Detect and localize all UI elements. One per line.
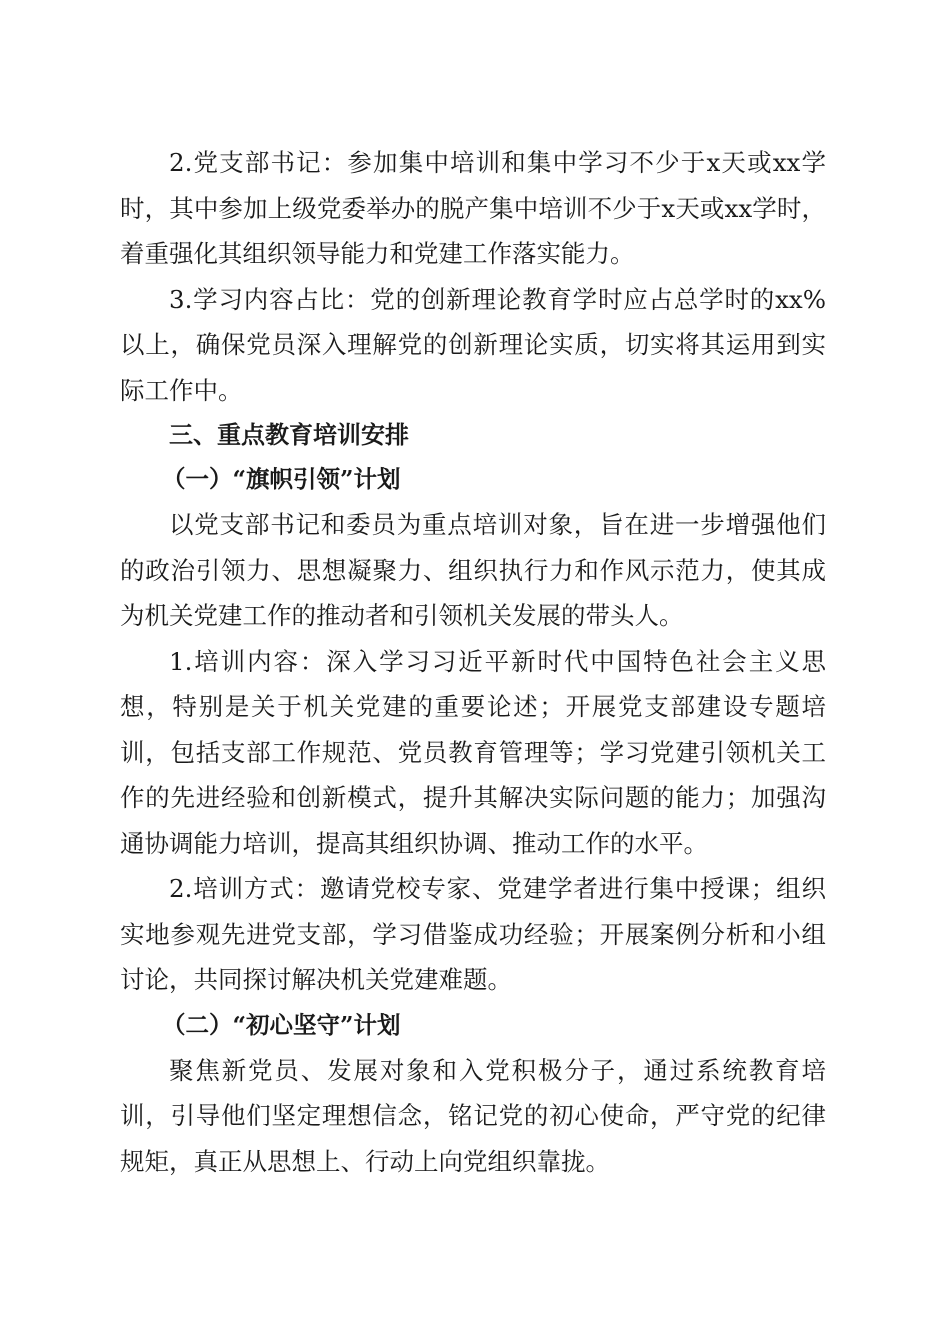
- document-body: [120, 140, 826, 1184]
- paragraph-flag-plan-intro: 以党支部书记和委员为重点培训对象，旨在进一步增强他们的政治引领力、思想凝聚力、组织执行力和作风示范力，使其成为机关党建工作的推动者和引领机关发展的带头人。: [120, 510, 826, 630]
- paragraph-training-method: 2.培训方式：邀请党校专家、党建学者进行集中授课；组织实地参观先进党支部，学习借鉴成功经验；开展案例分析和小组讨论，共同探讨解决机关党建难题。: [120, 874, 826, 994]
- subheading-flag-leading-plan: （一）“旗帜引领”计划: [162, 465, 401, 493]
- subheading-original-aspiration-plan: （二）“初心坚守”计划: [162, 1010, 401, 1039]
- paragraph-content-ratio: 3.学习内容占比：党的创新理论教育学时应占总学时的xx%以上，确保党员深入理解党的创新理论实质，切实将其运用到实际工作中。: [120, 284, 826, 405]
- paragraph-training-content: 1.培训内容：深入学习习近平新时代中国特色社会主义思想，特别是关于机关党建的重要论述；开展党支部建设专题培训，包括支部工作规范、党员教育管理等；学习党建引领机关工作的先进经验和创新模式，提升其解决实际问题的能力；加强沟通协调能力培训，提高其组织协调、推动工作的水平。: [120, 646, 826, 858]
- paragraph-aspiration-plan-intro: 聚焦新党员、发展对象和入党积极分子，通过系统教育培训，引导他们坚定理想信念，铭记党的初心使命，严守党的纪律规矩，真正从思想上、行动上向党组织靠拢。: [120, 1055, 826, 1176]
- paragraph-branch-secretary-hours: 2.党支部书记：参加集中培训和集中学习不少于x天或xx学时，其中参加上级党委举办的脱产集中培训不少于x天或xx学时，着重强化其组织领导能力和党建工作落实能力。: [120, 148, 826, 268]
- section-heading-key-training: 三、重点教育培训安排: [169, 421, 409, 449]
